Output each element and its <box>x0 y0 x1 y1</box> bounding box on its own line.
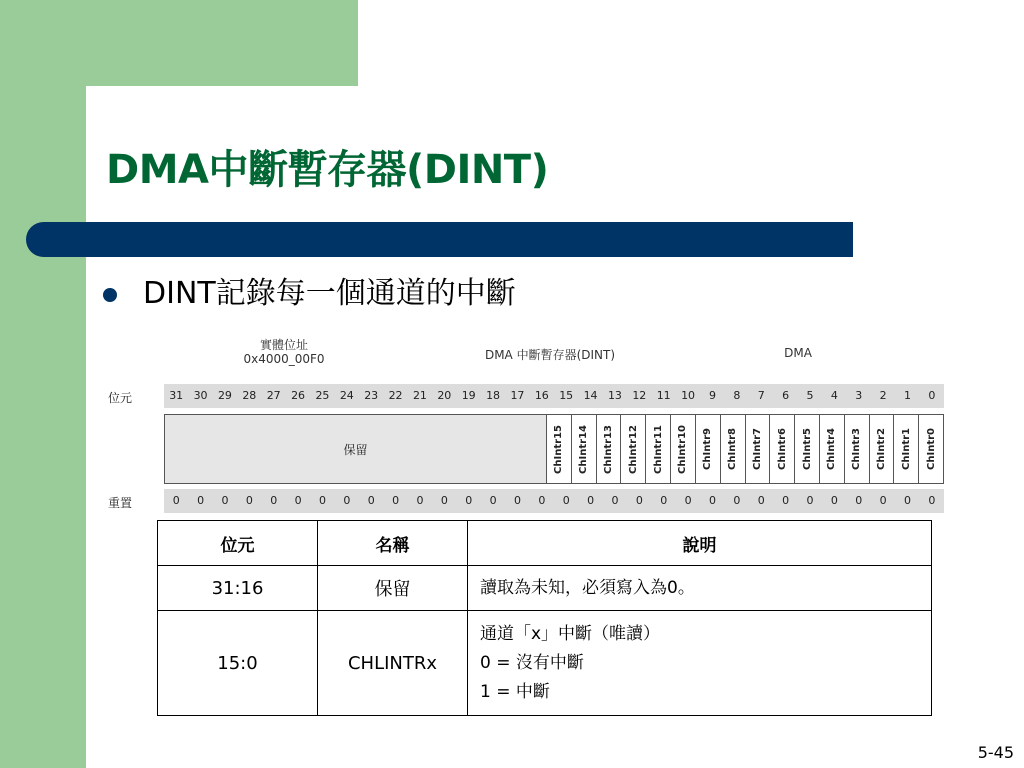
channel-interrupt-field <box>845 415 870 483</box>
cell-bits: 31:16 <box>158 566 318 611</box>
bit-number: 0 <box>928 389 936 402</box>
reset-value: 0 <box>343 494 351 507</box>
reset-value: 0 <box>270 494 278 507</box>
channel-interrupt-field <box>597 415 622 483</box>
reset-value: 0 <box>440 494 448 507</box>
bit-number: 10 <box>681 389 696 402</box>
reset-value: 0 <box>538 494 546 507</box>
reset-value: 0 <box>855 494 863 507</box>
reset-value: 0 <box>830 494 838 507</box>
cell-name: 保留 <box>318 566 468 611</box>
table-row <box>158 611 932 716</box>
slide-title: DMA中斷暫存器(DINT) <box>106 147 549 193</box>
channel-interrupt-label: ChIntr15 <box>553 424 565 474</box>
channel-interrupt-field <box>721 415 746 483</box>
reset-value: 0 <box>635 494 643 507</box>
reset-value: 0 <box>684 494 692 507</box>
header-bits: 位元 <box>158 521 318 566</box>
channel-interrupt-field <box>870 415 895 483</box>
bit-number: 2 <box>879 389 887 402</box>
bit-number: 21 <box>412 389 427 402</box>
reset-value: 0 <box>465 494 473 507</box>
module-name: DMA <box>784 346 812 360</box>
bit-number: 22 <box>388 389 403 402</box>
reset-value: 0 <box>489 494 497 507</box>
channel-interrupt-field <box>770 415 795 483</box>
reset-value: 0 <box>562 494 570 507</box>
bit-number: 5 <box>806 389 814 402</box>
bit-number: 14 <box>583 389 598 402</box>
reset-value: 0 <box>245 494 253 507</box>
top-green-band <box>86 0 358 86</box>
channel-interrupt-label: ChIntr9 <box>702 428 714 470</box>
channel-interrupt-field <box>820 415 845 483</box>
bit-number: 25 <box>315 389 330 402</box>
reset-value: 0 <box>587 494 595 507</box>
reset-value: 0 <box>928 494 936 507</box>
table-header-row <box>158 521 932 566</box>
header-name: 名稱 <box>318 521 468 566</box>
reset-value: 0 <box>782 494 790 507</box>
reset-value: 0 <box>367 494 375 507</box>
bit-row-label: 位元 <box>108 391 133 405</box>
bit-number: 29 <box>217 389 232 402</box>
bit-number: 31 <box>169 389 184 402</box>
bit-number: 28 <box>242 389 257 402</box>
table-row <box>158 566 932 611</box>
cell-bits: 15:0 <box>158 611 318 716</box>
bit-number: 6 <box>782 389 790 402</box>
channel-interrupt-label: ChIntr7 <box>751 428 763 470</box>
reset-value-row <box>164 489 944 513</box>
address-value: 0x4000_00F0 <box>243 352 325 366</box>
reserved-field: 保留 <box>165 415 547 483</box>
reset-value: 0 <box>197 494 205 507</box>
reset-value: 0 <box>733 494 741 507</box>
bit-number: 16 <box>534 389 549 402</box>
channel-interrupt-label: ChIntr10 <box>677 424 689 474</box>
channel-interrupt-label: ChIntr3 <box>851 428 863 470</box>
bit-number: 9 <box>708 389 716 402</box>
bit-number: 19 <box>461 389 476 402</box>
bit-number: 4 <box>830 389 838 402</box>
reset-row-label: 重置 <box>108 496 133 510</box>
bit-number: 8 <box>733 389 741 402</box>
desc-line: 1 = 中斷 <box>480 681 550 702</box>
reset-value: 0 <box>392 494 400 507</box>
channel-interrupt-label: ChIntr2 <box>875 428 887 470</box>
channel-interrupt-label: ChIntr6 <box>776 428 788 470</box>
channel-interrupt-field <box>919 415 943 483</box>
channel-interrupt-field <box>646 415 671 483</box>
bit-number: 7 <box>757 389 765 402</box>
channel-interrupt-label: ChIntr11 <box>652 424 664 474</box>
bit-number: 11 <box>656 389 671 402</box>
channel-interrupt-field <box>572 415 597 483</box>
channel-interrupt-label: ChIntr0 <box>925 428 937 470</box>
channel-interrupt-label: ChIntr8 <box>727 428 739 470</box>
desc-line: 通道「x」中斷（唯讀） <box>480 623 661 644</box>
bit-number: 27 <box>266 389 281 402</box>
page-number: 5-45 <box>977 743 1014 762</box>
channel-interrupt-label: ChIntr4 <box>826 428 838 470</box>
cell-desc <box>468 611 932 716</box>
reset-value: 0 <box>318 494 326 507</box>
bit-number: 23 <box>364 389 379 402</box>
reset-value: 0 <box>806 494 814 507</box>
reset-value: 0 <box>903 494 911 507</box>
reset-value: 0 <box>416 494 424 507</box>
bit-number: 1 <box>903 389 911 402</box>
description-table <box>157 520 932 716</box>
channel-interrupt-field <box>621 415 646 483</box>
channel-interrupt-field <box>696 415 721 483</box>
bit-number: 30 <box>193 389 208 402</box>
title-underline-bar <box>26 222 853 257</box>
left-green-band <box>0 0 86 768</box>
channel-interrupt-label: ChIntr5 <box>801 428 813 470</box>
field-row <box>164 414 944 484</box>
bit-number-row <box>164 384 944 408</box>
desc-line: 0 = 沒有中斷 <box>480 652 584 673</box>
channel-interrupt-field <box>795 415 820 483</box>
bit-number: 26 <box>291 389 306 402</box>
reset-value: 0 <box>660 494 668 507</box>
bit-number: 15 <box>559 389 574 402</box>
reset-value: 0 <box>611 494 619 507</box>
reset-value: 0 <box>708 494 716 507</box>
channel-interrupt-label: ChIntr13 <box>603 424 615 474</box>
channel-interrupt-label: ChIntr1 <box>900 428 912 470</box>
channel-interrupt-field <box>746 415 771 483</box>
reset-value: 0 <box>172 494 180 507</box>
reset-value: 0 <box>879 494 887 507</box>
channel-interrupt-field <box>894 415 919 483</box>
cell-desc <box>468 566 932 611</box>
cell-name: CHLINTRx <box>318 611 468 716</box>
desc-line: 讀取為未知，必須寫入為0。 <box>480 577 695 598</box>
reset-value: 0 <box>294 494 302 507</box>
bullet-text: DINT記錄每一個通道的中斷 <box>143 276 516 311</box>
channel-interrupt-field <box>671 415 696 483</box>
address-label: 實體位址 <box>259 338 308 352</box>
reset-value: 0 <box>757 494 765 507</box>
channel-interrupt-field <box>547 415 572 483</box>
reset-value: 0 <box>221 494 229 507</box>
bit-number: 17 <box>510 389 525 402</box>
bit-number: 20 <box>437 389 452 402</box>
reset-value: 0 <box>513 494 521 507</box>
register-name: DMA 中斷暫存器(DINT) <box>484 348 616 362</box>
channel-interrupt-label: ChIntr12 <box>627 424 639 474</box>
bit-number: 18 <box>486 389 501 402</box>
bit-number: 3 <box>855 389 863 402</box>
bit-number: 13 <box>607 389 622 402</box>
bit-number: 24 <box>339 389 354 402</box>
bullet-dot-icon <box>103 288 117 302</box>
bit-number: 12 <box>632 389 647 402</box>
channel-interrupt-label: ChIntr14 <box>578 424 590 474</box>
header-desc: 說明 <box>468 521 932 566</box>
